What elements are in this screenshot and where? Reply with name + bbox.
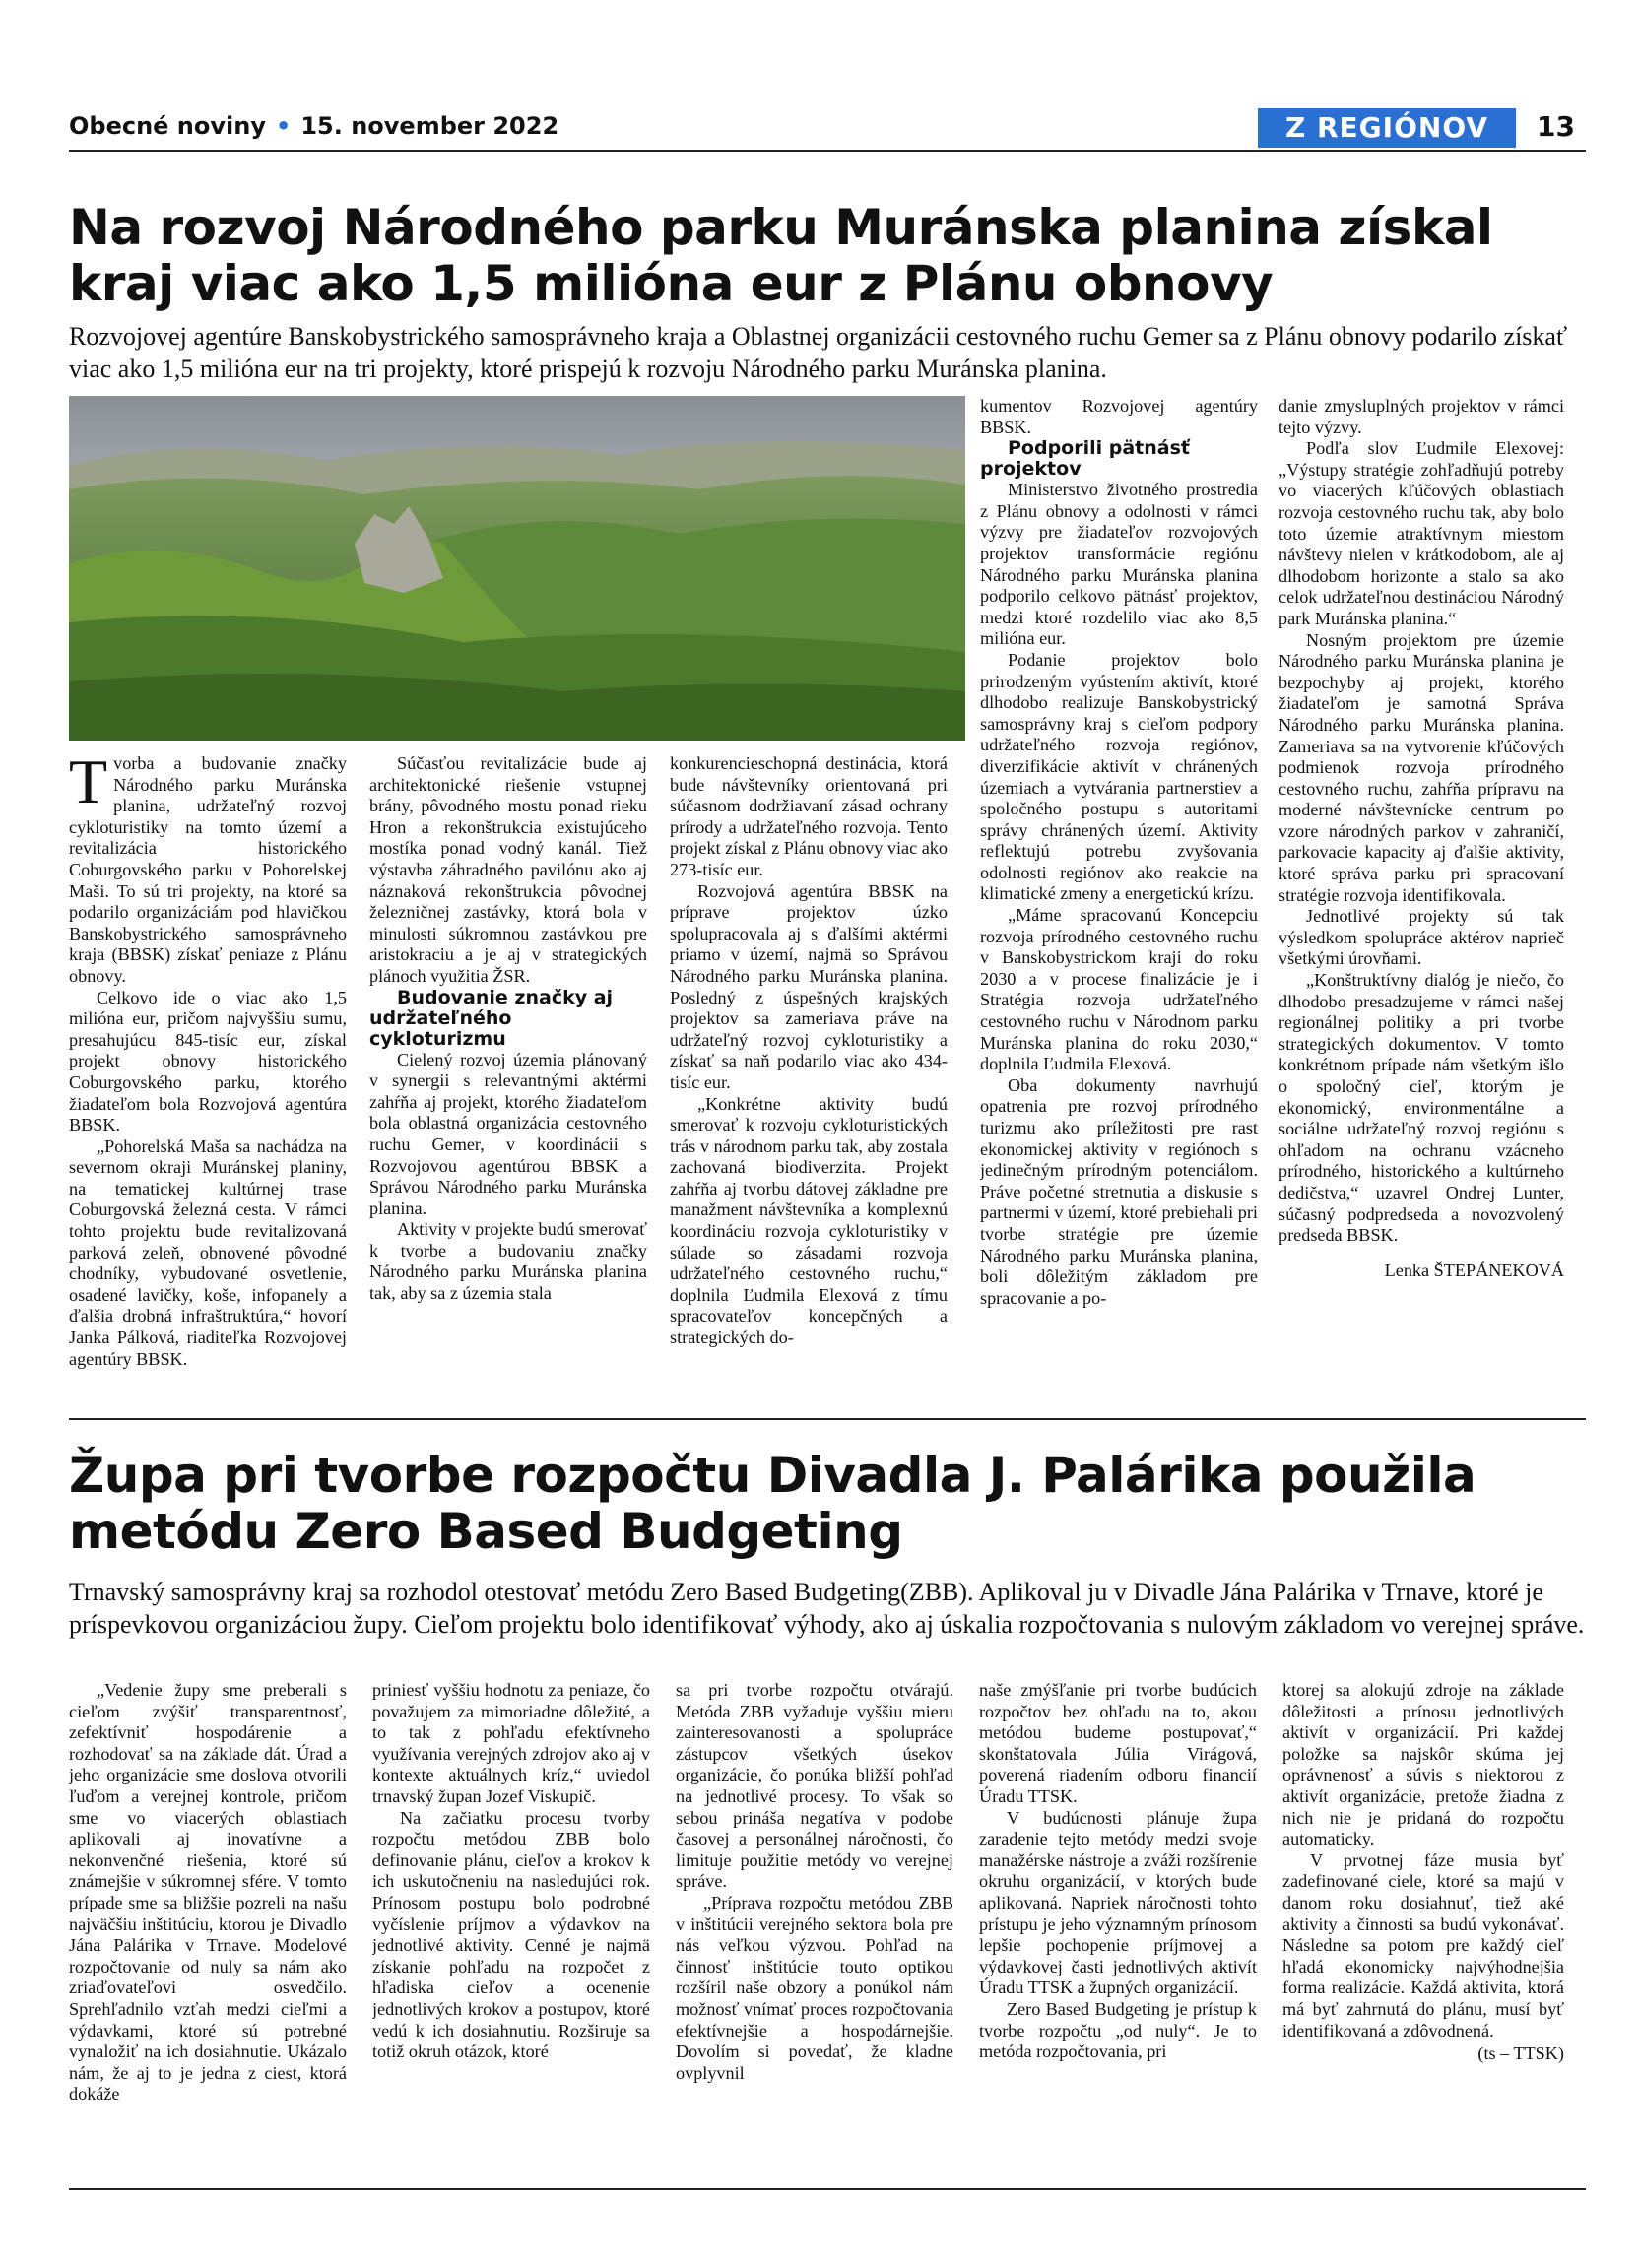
paragraph: „Konkrétne aktivity budú smerovať k rozvoju cykloturistických trás v národnom parku tak, aby zostala zachovaná biodiverzita. Projekt zahŕňa aj tvorbu dátovej základne pre manažment návštevníka a komplexnú koordináciu rozvoja cykloturistiky v súlade so zásadami rozvoja udržateľného cestovného ruchu,“ doplnila Ľudmila Elexová z tímu spracovateľov koncepčných a strategických do-: [670, 1093, 948, 1348]
article1-column-4: [980, 396, 1258, 1413]
article2-headline: [69, 1448, 1586, 1560]
header-divider: [69, 150, 1586, 152]
article2-column-1: [69, 1680, 347, 2177]
bottom-divider: [69, 2188, 1586, 2190]
paragraph: Súčasťou revitalizácie bude aj architektonické riešenie vstupnej brány, pôvodného mostu ponad rieku Hron a rekonštrukcia existujúceho mostíka ponad vodný kanál. Tiež výstavba záhradného pavilónu ako aj náznaková rekonštrukcia pôvodnej železničnej zastávky, ktorá bola v minulosti súkromnou zastávkou pre aristokraciu a je aj v strategických plánoch využitia ŽSR.: [369, 753, 647, 986]
article1-headline: [69, 200, 1586, 312]
article1-column-2: [369, 753, 647, 1413]
masthead: [69, 112, 558, 140]
paragraph: Na začiatku procesu tvorby rozpočtu metódou ZBB bolo definovanie plánu, cieľov a krokov k ich uskutočneniu na nasledujúci rok. Prínosom postupu bolo podrobné vyčíslenie príjmov a výdavkov na jednotlivé aktivity. Cenné je najmä získanie pohľadu na rozpočet z hľadiska cieľov a ocenenie jednotlivých krokov a postupov, ktoré vedú k ich dosiahnutiu. Rozširuje sa totiž okruh otázok, ktoré: [372, 1807, 650, 2062]
article1-column-3: [670, 753, 948, 1413]
article2-column-4: [979, 1680, 1257, 2177]
headline-line: Župa pri tvorbe rozpočtu Divadla J. Palárika použila: [69, 1447, 1476, 1504]
subheading: Podporili pätnásť projektov: [980, 437, 1190, 481]
paragraph: konkurencieschopná destinácia, ktorá bude návštevníky orientovaná pri súčasnom dodržiavaní zásad ochrany prírody a udržateľného rozvoja. Tento projekt získal z Plánu obnovy viac ako 273-tisíc eur.: [670, 753, 948, 879]
article-divider: [69, 1418, 1586, 1420]
paragraph: „Pohorelská Maša sa nachádza na severnom okraji Muránskej planiny, na tematickej kultúrnej trase Coburgovská železná cesta. V rámci tohto projektu bude revitalizovaná parková zeleň, obnovené pôvodné chodníky, vybudované osvetlenie, osadené lavičky, koše, infopanely a ďalšia drobná infraštruktúra,“ hovorí Janka Pálková, riaditeľka Rozvojovej agentúry BBSK.: [69, 1135, 347, 1369]
paragraph: V prvotnej fáze musia byť zadefinované ciele, ktoré sa majú v danom roku dosiahnuť, tiež aké aktivity a činnosti sa budú vykonávať. Následne sa potom pre každý cieľ hľadá ekonomicky najvýhodnejšia forma realizácie. Každá aktivita, ktorá má byť zahrnutá do plánu, musí byť identifikovaná a zdôvodnená.: [1282, 1849, 1564, 2041]
publication-name: Obecné noviny: [69, 112, 266, 140]
author-byline: (ts – TTSK): [1477, 2043, 1564, 2064]
paragraph-text: vorba a budovanie značky Národného parku Muránska planina, udržateľný rozvoj cykloturistiky na tomto území a revitalizácia historického Coburgovského parku v Pohorelskej Maši. To sú tri projekty, na ktoré sa podarilo organizáciám pod hlavičkou Banskobystrického samosprávneho kraja (BBSK) získať peniaze z Plánu obnovy.: [69, 753, 347, 986]
article2-column-2: [372, 1680, 650, 2177]
headline-line: metódu Zero Based Budgeting: [69, 1503, 903, 1560]
paragraph: Rozvojová agentúra BBSK na príprave projektov úzko spolupracovala aj s ďalšími aktérmi priamo v území, najmä so Správou Národného parku Muránska planina. Posledný z úspešných krajských projektov sa zameriava práve na udržateľný rozvoj cykloturistiky a získať sa naň podarilo viac ako 434-tisíc eur.: [670, 880, 948, 1092]
paragraph: Oba dokumenty navrhujú opatrenia pre rozvoj prírodného turizmu ako príležitosti pre rast ekonomickej aktivity v regiónoch s jedinečným prírodným potenciálom. Práve početné stretnutia a diskusie s partnermi v území, ktoré prebiehali pri tvorbe stratégie pre územie Národného parku Muránska planina, boli dôležitým základom pre spracovanie a po-: [980, 1074, 1258, 1308]
page-number: 13: [1537, 110, 1575, 143]
paragraph: „Máme spracovanú Koncepciu rozvoja prírodného cestovného ruchu v Banskobystrickom kraji do roku 2030 a v procese finalizácie je i Stratégia rozvoja udržateľného cestovného ruchu v Národnom parku Muránska planina do roku 2030,“ doplnila Ľudmila Elexová.: [980, 905, 1258, 1074]
issue-date: 15. november 2022: [300, 112, 559, 140]
paragraph: Podanie projektov bolo prirodzeným vyústením aktivít, ktoré dlhodobo realizuje Banskobystrický samosprávny kraj s cieľom podpory udržateľného rozvoja regiónov, diverzifikácie aktivít v chránených územiach a vytvárania partnerstiev a spoločného postupu s autoritami správy chránených území. Aktivity reflektujú potrebu zvyšovania odolnosti regiónov ako reakcie na klimatické zmeny a energetickú krízu.: [980, 649, 1258, 904]
paragraph: „Vedenie župy sme preberali s cieľom zvýšiť transparentnosť, zefektívniť hospodárenie a rozhodovať sa na základe dát. Úrad a jeho organizácie sme doslova otvorili ľuďom a verejnej kontrole, pričom sme vo viacerých oblastiach aplikovali aj inovatívne a nekonvenčné riešenia, ktoré sú známejšie v súkromnej sfére. V tomto prípade sme sa bližšie pozreli na našu najväčšiu inštitúciu, ktorou je Divadlo Jána Palárika v Trnave. Modelové rozpočtovanie od nuly sa nám ako zriaďovateľovi osvedčilo. Sprehľadnilo vzťah medzi cieľmi a výdavkami, ktoré sú potrebné vynaložiť na ich dosiahnutie. Ukázalo nám, že aj to je jedna z ciest, ktorá dokáže: [69, 1680, 347, 2105]
article1-column-5: [1279, 396, 1564, 1413]
paragraph: Cielený rozvoj územia plánovaný v synergii s relevantnými aktérmi zahŕňa aj projekt, ktorého žiadateľom bola oblastná organizácia cestovného ruchu Gemer, v koordinácii s Rozvojovou agentúrou BBSK a Správou Národného parku Muránska planina.: [369, 1049, 647, 1218]
paragraph: sa pri tvorbe rozpočtu otvárajú. Metóda ZBB vyžaduje vyššiu mieru zainteresovanosti a spolupráce zástupcov všetkých úsekov organizácie, čo ponúka bližší pohľad na jednotlivé procesy. To však so sebou prináša negatíva v podobe časovej a personálnej náročnosti, čo limituje použitie metódy vo verejnej správe.: [676, 1680, 953, 1892]
article2-lead: Trnavský samosprávny kraj sa rozhodol otestovať metódu Zero Based Budgeting(ZBB). Aplikoval ju v Divadle Jána Palárika v Trnave, ktoré je príspevkovou organizáciou župy. Cieľom projektu bolo identifikovať výhody, ako aj úskalia rozpočtovania s nulovým základom vo verejnej správe.: [69, 1578, 1585, 1639]
article2-column-3: [676, 1680, 953, 2177]
paragraph: Nosným projektom pre územie Národného parku Muránska planina je bezpochyby aj projekt, ktorého žiadateľom je samotná Správa Národného parku Muránska planina. Zameriava sa na vytvorenie kľúčových podmienok rozvoja prírodného cestovného ruchu, zahŕňa prípravu na moderné návštevnícke centrum po vzore národných parkov v zahraničí, parkovacie kapacity aj ďalšie aktivity, ktoré správa parku pri spracovaní stratégie rozvoja identifikovala.: [1279, 629, 1564, 905]
paragraph: priniesť vyššiu hodnotu za peniaze, čo považujem za mimoriadne dôležité, a to tak z pohľadu efektívneho využívania verejných zdrojov ako aj v kontexte aktuálnych kríz,“ uviedol trnavský župan Jozef Viskupič.: [372, 1680, 650, 1806]
paragraph: Celkovo ide o viac ako 1,5 milióna eur, pričom najvyššiu sumu, presahujúcu 845-tisíc eur, získal projekt obnovy historického Coburgovského parku, ktorého žiadateľom bola Rozvojová agentúra BBSK.: [69, 987, 347, 1135]
paragraph: Ministerstvo životného prostredia z Plánu obnovy a odolnosti v rámci výzvy pre žiadateľov rozvojových projektov transformácie regiónu Národného parku Muránska planina podporilo celkovo pätnásť projektov, medzi ktoré rozdelilo viac ako 8,5 milióna eur.: [980, 480, 1258, 649]
paragraph: Aktivity v projekte budú smerovať k tvorbe a budovaniu značky Národného parku Muránska planina tak, aby sa z územia stala: [369, 1219, 647, 1304]
paragraph: Podľa slov Ľudmile Elexovej: „Výstupy stratégie zohľadňujú potreby vo viacerých kľúčových oblastiach rozvoja cestovného ruchu tak, aby bolo toto územie atraktívnym miestom návštevy nielen v krátkodobom, ale aj dlhodobom horizonte a stalo sa ako celok udržateľnou destináciou Národný park Muránska planina.“: [1279, 438, 1564, 628]
paragraph: naše zmýšľanie pri tvorbe budúcich rozpočtov bez ohľadu na to, akou metódou budeme postupovať,“ skonštatovala Júlia Virágová, poverená riadením odboru financií Úradu TTSK.: [979, 1680, 1257, 1806]
headline-line: kraj viac ako 1,5 milióna eur z Plánu obnovy: [69, 255, 1274, 312]
author-byline: Lenka ŠTEPÁNEKOVÁ: [1384, 1260, 1564, 1280]
subheading: Budovanie značky aj udržateľného cykloturizmu: [369, 986, 614, 1050]
drop-cap: T: [69, 753, 108, 816]
landscape-photo: [69, 396, 965, 741]
article1-column-1: [69, 753, 347, 1413]
paragraph: [69, 753, 347, 988]
page-header: [69, 108, 1586, 144]
paragraph: Jednotlivé projekty sú tak výsledkom spolupráce aktérov naprieč všetkými úrovňami.: [1279, 906, 1564, 969]
section-label: Z REGIÓNOV: [1258, 108, 1516, 148]
headline-line: Na rozvoj Národného parku Muránska planina získal: [69, 199, 1493, 256]
separator-dot-icon: •: [275, 112, 292, 140]
paragraph: Zero Based Budgeting je prístup k tvorbe rozpočtu „od nuly“. Je to metóda rozpočtovania, pri: [979, 1998, 1257, 2062]
paragraph: kumentov Rozvojovej agentúry BBSK.: [980, 396, 1258, 437]
paragraph: V budúcnosti plánuje župa zaradenie tejto metódy medzi svoje manažérske nástroje a zváži rozšírenie okruhu organizácií, v ktorých bude aplikovaná. Napriek náročnosti tohto prístupu je jeho významným prínosom lepšie pochopenie príjmovej a výdavkovej časti jednotlivých aktivít Úradu TTSK a župných organizácií.: [979, 1807, 1257, 1998]
article2-column-5: [1282, 1680, 1564, 2177]
paragraph: danie zmysluplných projektov v rámci tejto výzvy.: [1279, 396, 1564, 437]
article1-lead: Rozvojovej agentúre Banskobystrického samosprávneho kraja a Oblastnej organizácii cestovného ruchu Gemer sa z Plánu obnovy podarilo získať viac ako 1,5 milióna eur na tri projekty, ktoré prispejú k rozvoju Národného parku Muránska planina.: [69, 322, 1568, 383]
paragraph: ktorej sa alokujú zdroje na základe dôležitosti a prínosu jednotlivých aktivít v organizácií. Pri každej položke sa najskôr skúma jej oprávnenosť a súvis s niektorou z aktivít organizácie, pretože žiadna z nich nie je pridaná do rozpočtu automaticky.: [1282, 1680, 1564, 1849]
paragraph: „Príprava rozpočtu metódou ZBB v inštitúcii verejného sektora bola pre nás veľkou výzvou. Pohľad na činnosť inštitúcie touto optikou rozšíril naše obzory a ponúkol nám možnosť vnímať proces rozpočtovania efektívnejšie a hospodárnejšie. Dovolím si povedať, že kladne ovplyvnil: [676, 1892, 953, 2083]
paragraph: „Konštruktívny dialóg je niečo, čo dlhodobo presadzujeme v rámci našej regionálnej politiky a pri tvorbe strategických dokumentov. V tomto konkrétnom prípade nám všetkým išlo o spoločný cieľ, ktorým je ekonomický, environmentálne a sociálne udržateľný rozvoj regiónu s ohľadom na ochranu vzácneho prírodného, historického a kultúrneho dedičstva,“ uzavrel Ondrej Lunter, súčasný podpredseda a novozvolený predseda BBSK.: [1279, 970, 1564, 1246]
